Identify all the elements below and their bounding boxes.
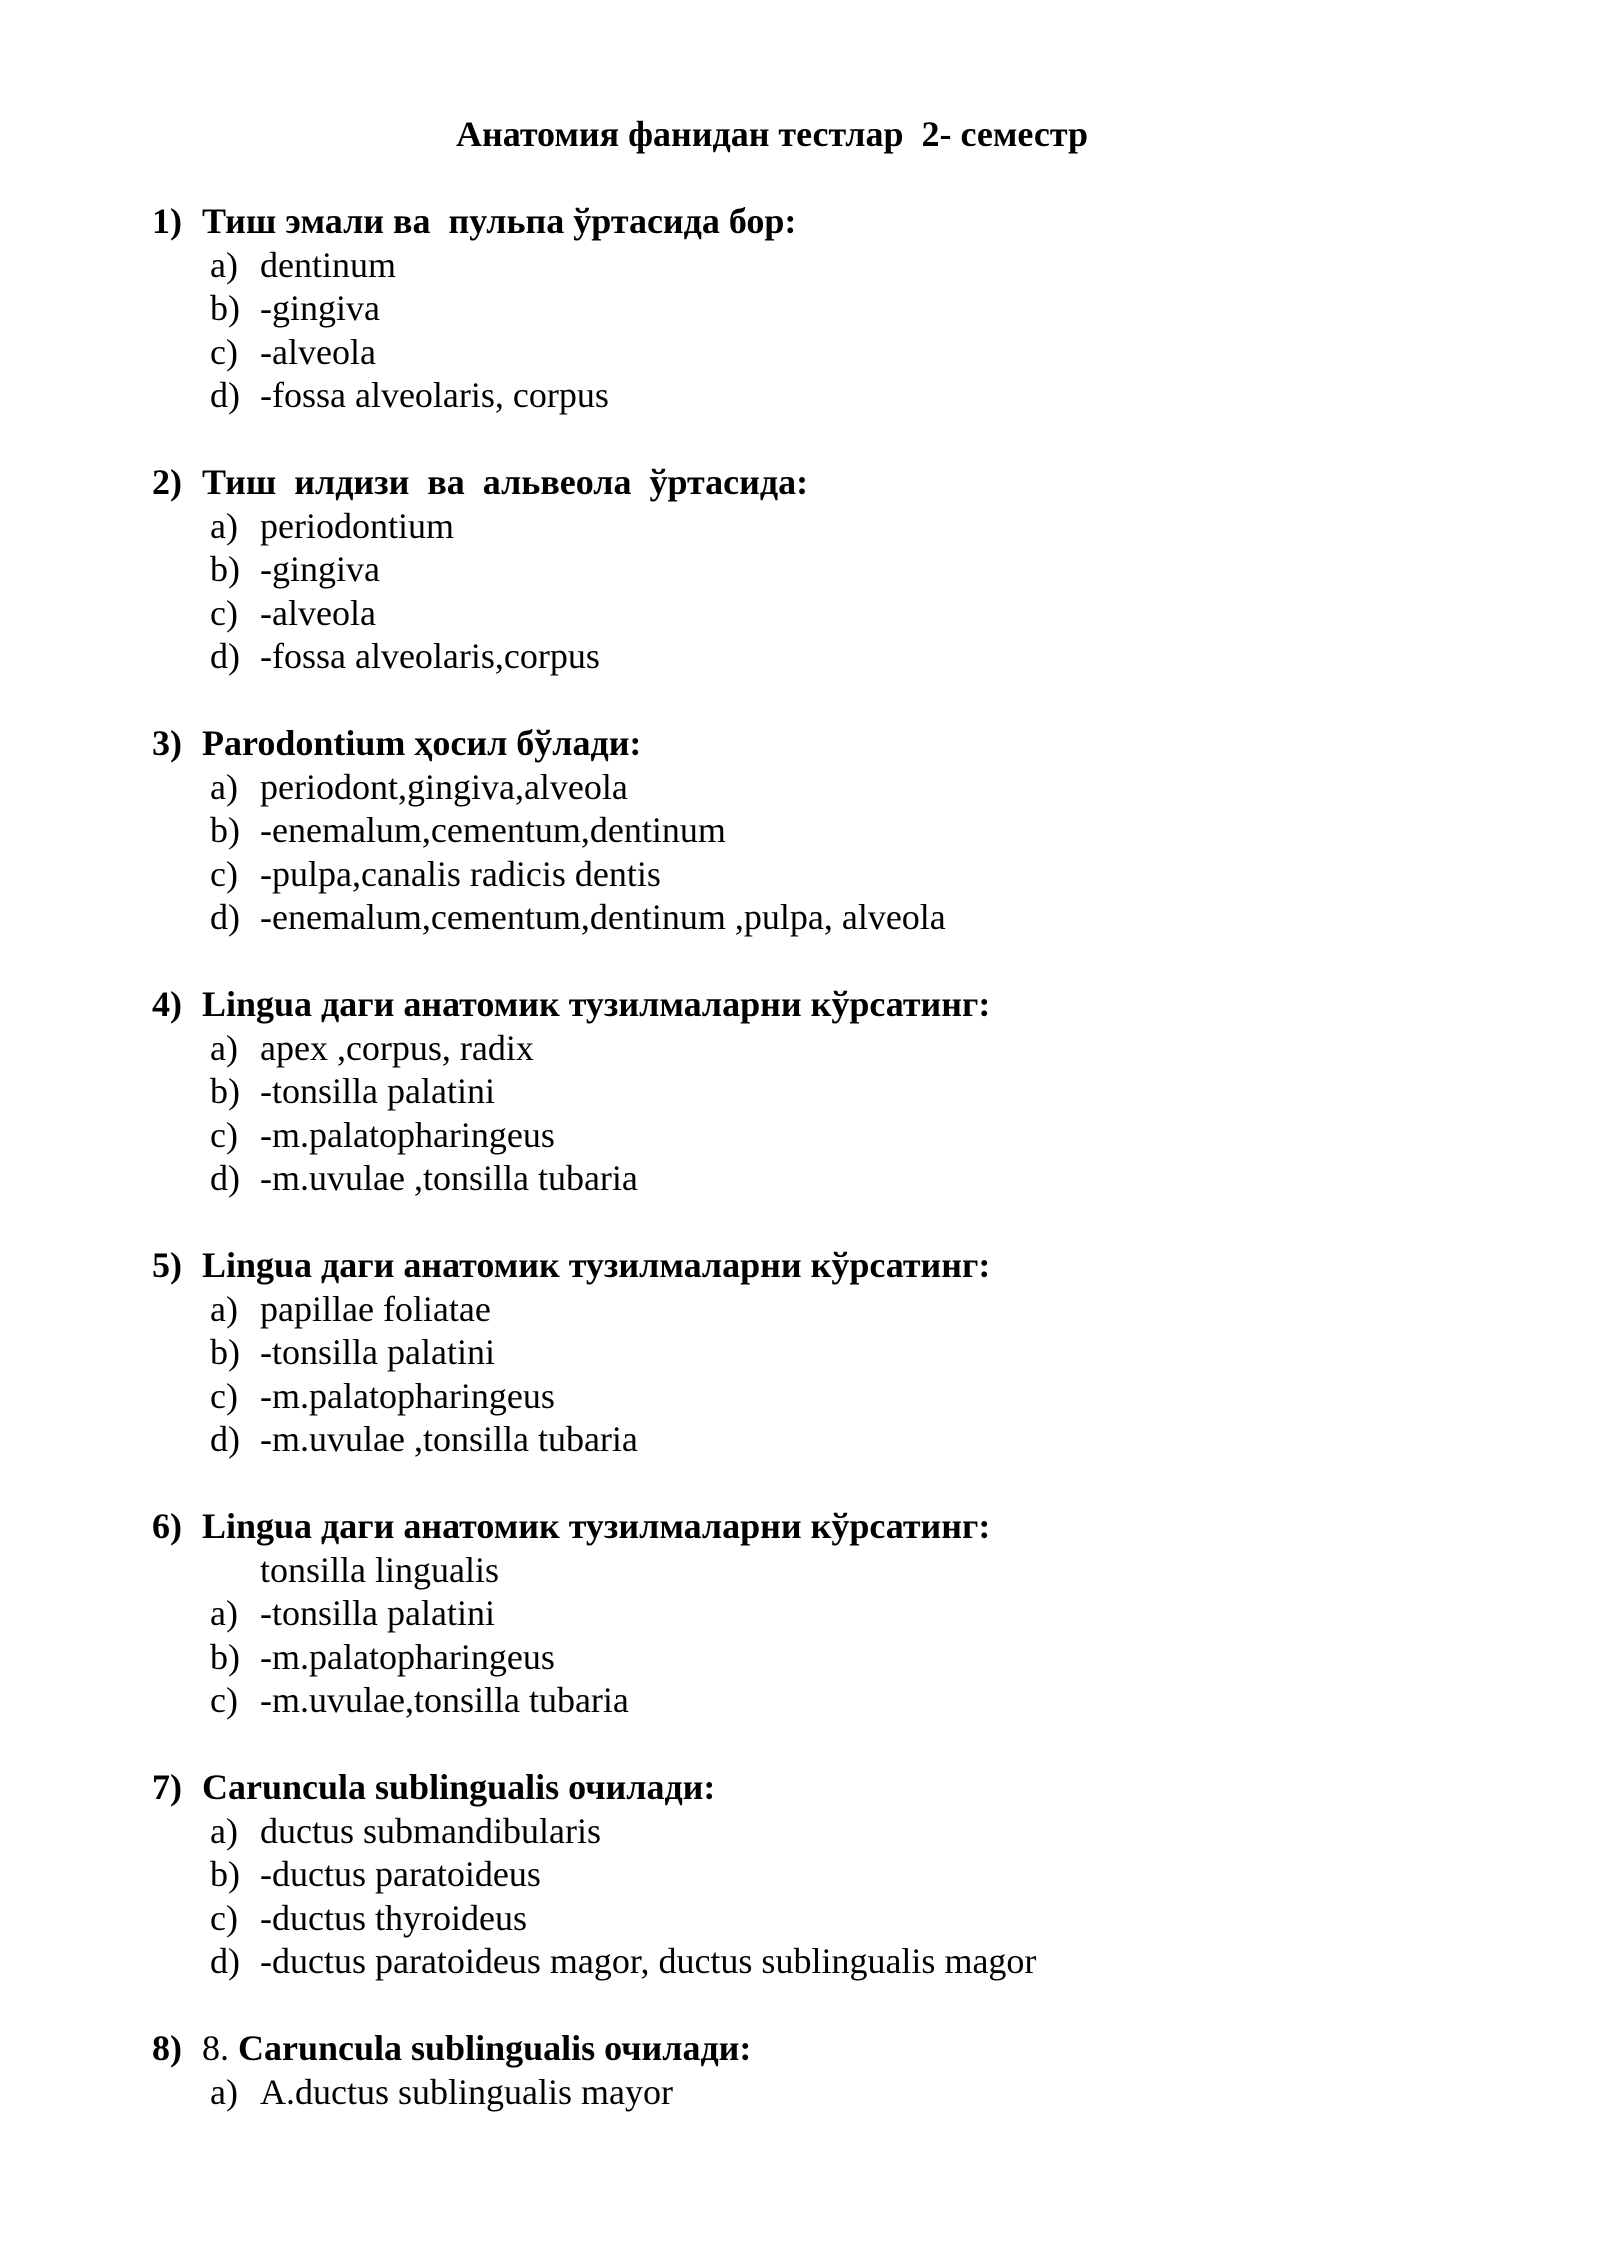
question-block (152, 983, 1452, 1201)
option-letter: c) (210, 1375, 238, 1416)
question-heading (152, 2027, 1452, 2071)
option-text: -m.palatopharingeus (260, 1375, 555, 1416)
option-letter: a) (210, 1593, 238, 1633)
option-text: periodontium (260, 505, 454, 546)
option-letter: a) (210, 1027, 238, 1068)
answer-option (152, 766, 1452, 810)
question-block (152, 200, 1452, 418)
question-text: Caruncula sublingualis очилади: (238, 2028, 752, 2068)
question-block (152, 722, 1452, 940)
option-letter: a) (210, 1288, 238, 1329)
option-text: -m.uvulae ,tonsilla tubaria (260, 1419, 638, 1459)
answer-option (152, 592, 1452, 636)
question-text: Lingua даги анатомик тузилмаларни кўрсатинг: (202, 984, 991, 1024)
question-heading (152, 1244, 1452, 1288)
option-text: -ductus paratoideus (260, 1854, 541, 1894)
question-text: Lingua даги анатомик тузилмаларни кўрсатинг: (202, 1506, 991, 1546)
answer-option (152, 1940, 1452, 1984)
answer-option (152, 1375, 1452, 1419)
answer-option (152, 1592, 1452, 1636)
option-letter: a) (210, 244, 238, 285)
option-text: -gingiva (260, 549, 380, 589)
answer-option (152, 2071, 1452, 2115)
question-heading (152, 722, 1452, 766)
option-text: -fossa alveolaris,corpus (260, 636, 600, 676)
option-letter: d) (210, 1419, 240, 1459)
answer-option (152, 1070, 1452, 1114)
question-text: Lingua даги анатомик тузилмаларни кўрсатинг: (202, 1245, 991, 1285)
option-letter: c) (210, 592, 238, 633)
unlettered-answer: tonsilla lingualis (260, 1549, 499, 1590)
answer-option (152, 896, 1452, 940)
option-letter: a) (210, 766, 238, 807)
option-letter: b) (210, 288, 240, 328)
option-letter: d) (210, 897, 240, 937)
answer-option (152, 287, 1452, 331)
option-letter: b) (210, 1636, 240, 1677)
option-text: apex ,corpus, radix (260, 1027, 534, 1068)
question-number: 7) (152, 1767, 182, 1807)
question-number: 6) (152, 1506, 182, 1546)
option-text: -tonsilla palatini (260, 1593, 495, 1633)
answer-option (152, 548, 1452, 592)
option-letter: c) (210, 331, 238, 372)
option-text: ductus submandibularis (260, 1810, 601, 1851)
answer-option (152, 1418, 1452, 1462)
answer-option (152, 1027, 1452, 1071)
question-block (152, 1244, 1452, 1462)
answer-option (152, 374, 1452, 418)
option-text: -ductus paratoideus magor, ductus sublingualis magor (260, 1941, 1037, 1981)
question-heading (152, 461, 1452, 505)
option-text: -tonsilla palatini (260, 1071, 495, 1111)
option-text: -m.uvulae ,tonsilla tubaria (260, 1158, 638, 1198)
answer-option (152, 1157, 1452, 1201)
question-block (152, 1766, 1452, 1984)
answer-option (152, 853, 1452, 897)
question-heading (152, 1505, 1452, 1549)
answer-option (152, 1853, 1452, 1897)
question-heading (152, 200, 1452, 244)
option-letter: c) (210, 853, 238, 894)
option-letter: d) (210, 375, 240, 415)
answer-option (152, 1897, 1452, 1941)
option-text: periodont,gingiva,alveola (260, 766, 628, 807)
option-text: -m.palatopharingeus (260, 1114, 555, 1155)
answer-option (152, 1679, 1452, 1723)
question-number: 2) (152, 462, 182, 502)
answer-option (152, 1288, 1452, 1332)
option-letter: b) (210, 1332, 240, 1372)
option-text: -m.palatopharingeus (260, 1636, 555, 1677)
option-letter: a) (210, 2071, 238, 2112)
option-letter: d) (210, 1158, 240, 1198)
question-heading (152, 983, 1452, 1027)
option-letter: b) (210, 1854, 240, 1894)
option-text: papillae foliatae (260, 1288, 491, 1329)
question-text: Parodontium ҳосил бўлади: (202, 723, 642, 763)
question-text: Тиш эмали ва пульпа ўртасида бор: (202, 201, 797, 241)
answer-option (152, 1636, 1452, 1680)
option-letter: b) (210, 549, 240, 589)
page-title: Анатомия фанидан тестлар 2- семестр (456, 114, 1088, 154)
option-text: -enemalum,cementum,dentinum ,pulpa, alveola (260, 897, 946, 937)
question-number: 3) (152, 723, 182, 763)
option-letter: d) (210, 1941, 240, 1981)
option-text: -ductus thyroideus (260, 1897, 527, 1938)
option-text: -fossa alveolaris, corpus (260, 375, 609, 415)
option-letter: b) (210, 1071, 240, 1111)
question-number: 4) (152, 984, 182, 1024)
question-heading (152, 1766, 1452, 1810)
answer-option (152, 1114, 1452, 1158)
question-number: 1) (152, 201, 182, 241)
option-letter: b) (210, 810, 240, 850)
option-letter: c) (210, 1897, 238, 1938)
question-block (152, 2027, 1452, 2114)
question-prefix: 8. (202, 2028, 238, 2068)
option-letter: a) (210, 505, 238, 546)
option-text: -alveola (260, 331, 376, 372)
option-text: -pulpa,canalis radicis dentis (260, 853, 661, 894)
option-letter: c) (210, 1114, 238, 1155)
option-text: -gingiva (260, 288, 380, 328)
answer-option (152, 331, 1452, 375)
answer-option (152, 809, 1452, 853)
question-list (152, 200, 1452, 2158)
question-number: 8) (152, 2028, 182, 2068)
option-letter: c) (210, 1680, 238, 1720)
option-text: -alveola (260, 592, 376, 633)
question-block (152, 461, 1452, 679)
question-number: 5) (152, 1245, 182, 1285)
option-letter: a) (210, 1810, 238, 1851)
answer-option (152, 1810, 1452, 1854)
answer-option (152, 635, 1452, 679)
option-text: -enemalum,cementum,dentinum (260, 810, 726, 850)
option-text: dentinum (260, 244, 396, 285)
answer-option (152, 505, 1452, 549)
option-text: -m.uvulae,tonsilla tubaria (260, 1680, 629, 1720)
answer-option (152, 1331, 1452, 1375)
option-text: A.ductus sublingualis mayor (260, 2071, 673, 2112)
answer-option (152, 244, 1452, 288)
option-letter: d) (210, 636, 240, 676)
option-text: -tonsilla palatini (260, 1332, 495, 1372)
question-text: Caruncula sublingualis очилади: (202, 1767, 716, 1807)
question-text: Тиш илдизи ва альвеола ўртасида: (202, 462, 809, 502)
question-block (152, 1505, 1452, 1723)
